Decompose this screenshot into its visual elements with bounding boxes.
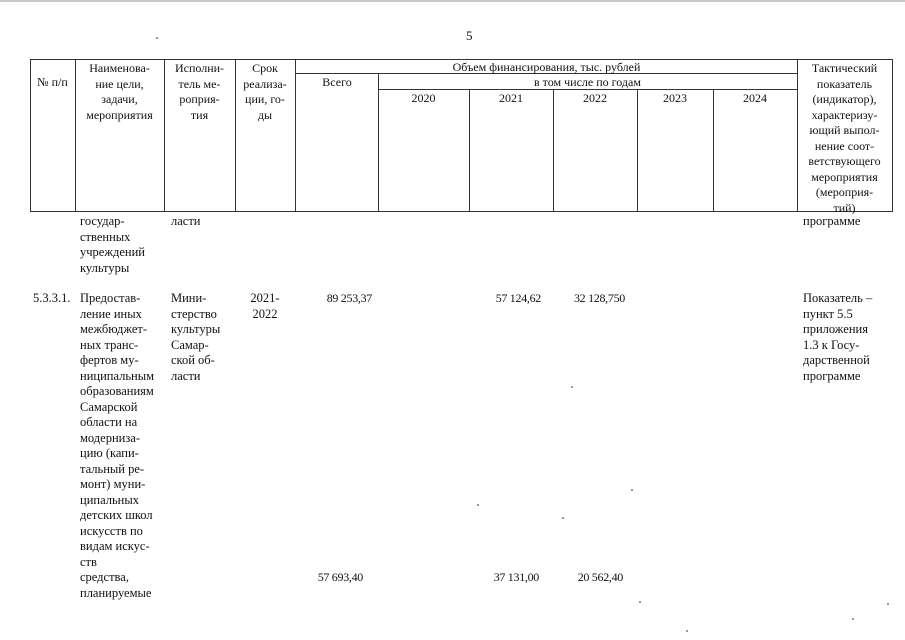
header-total: Всего <box>322 75 352 89</box>
header-year-2021: 2021 <box>499 91 523 105</box>
continuation-executor: ласти <box>171 214 201 228</box>
scan-speck <box>156 37 158 39</box>
subrow-name: средства, планируемые <box>80 570 152 600</box>
row-indicator: Показатель – пункт 5.5 приложения 1.3 к Госу- дарственной программе <box>803 291 873 383</box>
scan-speck <box>887 603 889 605</box>
row-name: Предостав- ление иных межбюджет- ных транс- фертов му- ниципальным образованиям Самарской области на модерниза- цию (капи- тальный ре- монт) муни- ципальных детских школ искусств по видам искус- ств <box>80 291 155 569</box>
table-right-border <box>892 59 893 212</box>
scan-speck <box>477 504 479 506</box>
col-divider-2024 <box>713 89 714 212</box>
row-2021: 57 124,62 <box>495 291 541 305</box>
row-number: 5.3.3.1. <box>33 291 71 305</box>
row-executor: Мини- стерство культуры Самар- ской об- ласти <box>171 291 221 383</box>
scan-speck <box>631 489 633 491</box>
subrow-2022: 20 562,40 <box>577 570 623 584</box>
header-bottom-border <box>30 211 893 212</box>
page-top-border <box>0 0 905 2</box>
subrow-2021: 37 131,00 <box>493 570 539 584</box>
header-indicator: Тактический показатель (индикатор), характеризу- ющий выпол- нение соот- ветствующего мероприятия (мероприя- тий) <box>808 61 881 215</box>
scan-speck <box>571 386 573 388</box>
scan-speck <box>686 630 688 632</box>
header-year-2023: 2023 <box>663 91 687 105</box>
header-year-2020: 2020 <box>411 91 436 105</box>
col-divider-2021 <box>469 89 470 212</box>
row-term: 2021- 2022 <box>250 291 280 321</box>
continuation-indicator: программе <box>803 214 861 228</box>
row-total: 89 253,37 <box>326 291 372 305</box>
col-divider-2022 <box>553 89 554 212</box>
header-name: Наименова- ние цели, задачи, мероприятия <box>86 61 153 122</box>
continuation-name: государ- ственных учреждений культуры <box>80 214 145 275</box>
row-2022: 32 128,750 <box>573 291 625 305</box>
subrow-total: 57 693,40 <box>317 570 363 584</box>
header-term: Срок реализа- ции, го- ды <box>243 61 287 122</box>
header-year-2022: 2022 <box>583 91 607 105</box>
scan-speck <box>639 601 641 603</box>
col-divider-2023 <box>637 89 638 212</box>
header-year-2024: 2024 <box>743 91 767 105</box>
scan-speck <box>562 517 564 519</box>
header-num: № п/п <box>37 75 68 89</box>
header-by-years: в том числе по годам <box>534 75 641 89</box>
header-funding-group: Объем финансирования, тыс. рублей <box>452 60 641 74</box>
page-number: 5 <box>466 28 473 43</box>
header-executor: Исполни- тель ме- роприя- тия <box>174 61 225 122</box>
scan-speck <box>852 618 854 620</box>
